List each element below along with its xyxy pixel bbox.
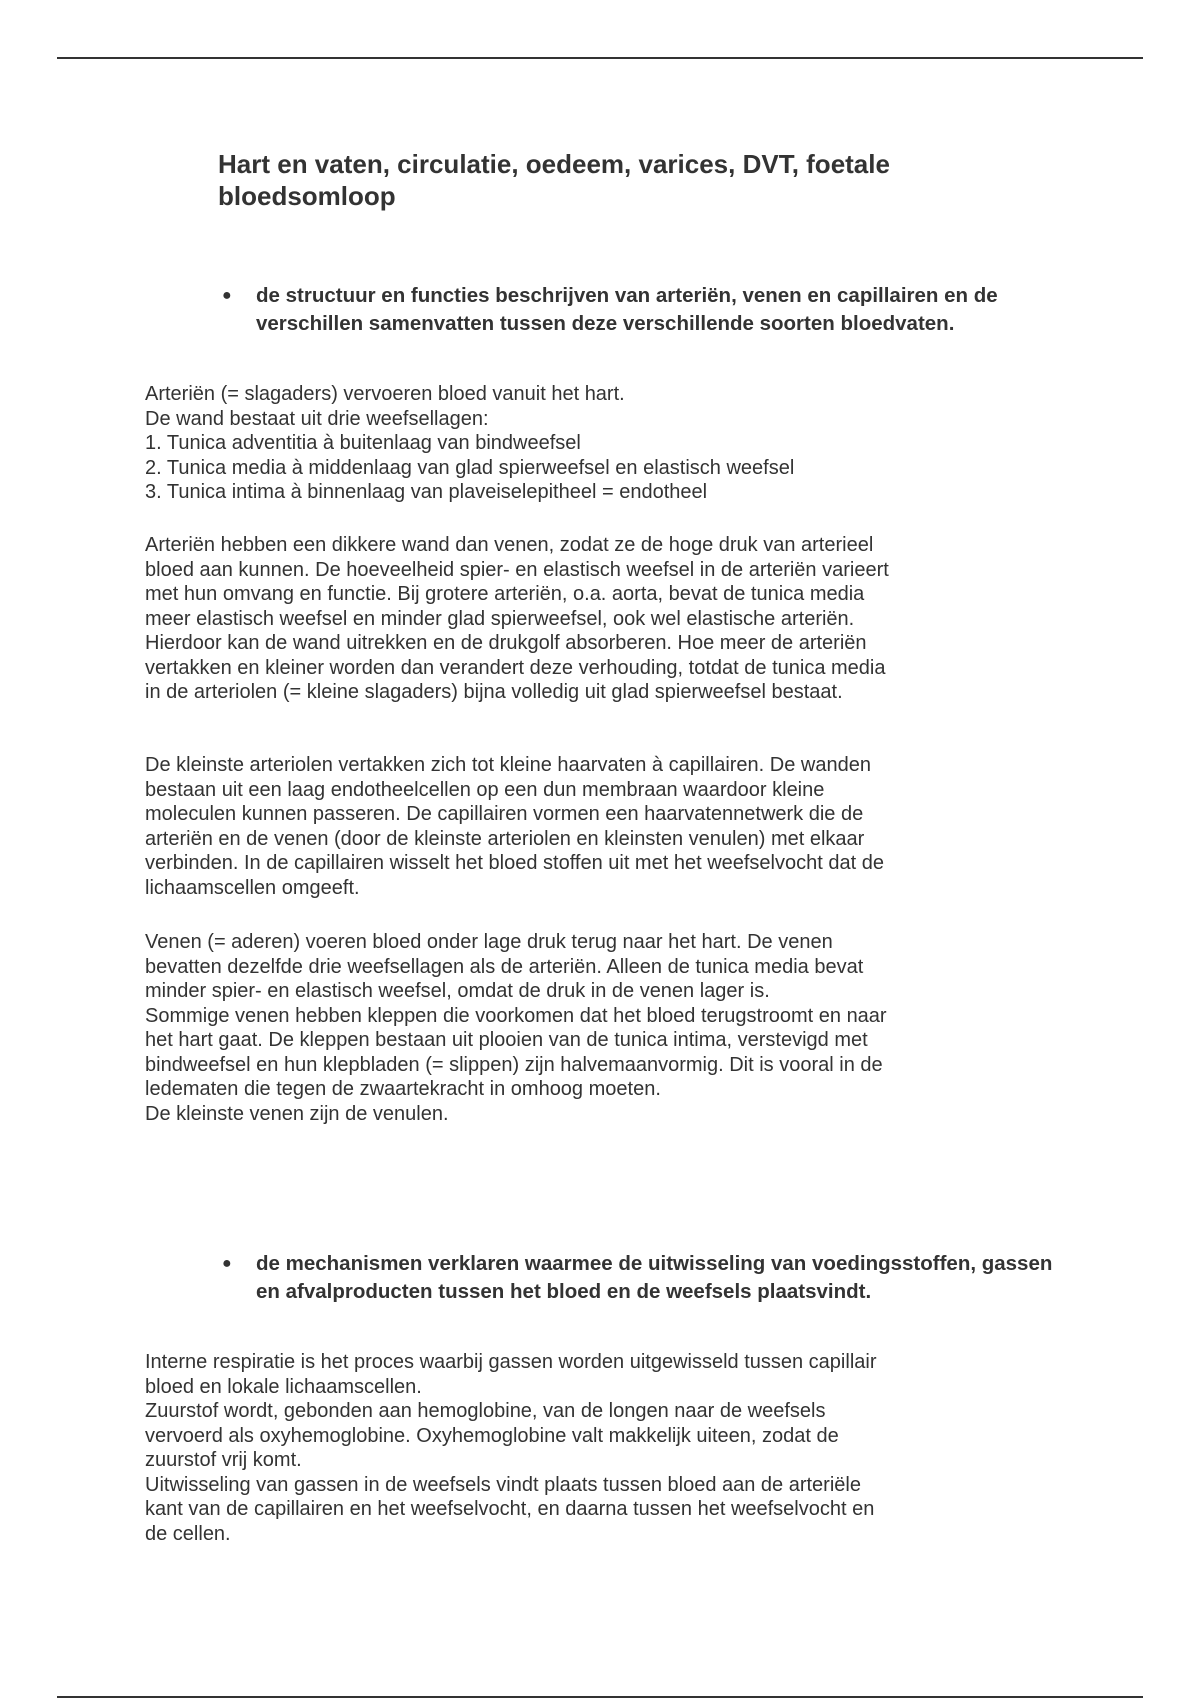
text-line: 3. Tunica intima à binnenlaag van plaveiselepitheel = endotheel <box>145 481 708 503</box>
paragraph-interne-respiratie <box>145 1350 1065 1546</box>
text-line: lichaamscellen omgeeft. <box>145 876 360 899</box>
paragraph-venen <box>145 930 1065 1126</box>
objective-item-2 <box>218 1250 1078 1306</box>
text-line: Zuurstof wordt, gebonden aan hemoglobine, van de longen naar de weefsels <box>145 1400 826 1422</box>
text-line: Interne respiratie is het proces waarbij gassen worden uitgewisseld tussen capillair <box>145 1351 877 1373</box>
text-line: vervoerd als oxyhemoglobine. Oxyhemoglobine valt makkelijk uiteen, zodat de <box>145 1424 839 1447</box>
text-line: De wand bestaat uit drie weefsellagen: <box>145 407 489 430</box>
bullet-icon: ● <box>222 287 232 304</box>
text-line: Sommige venen hebben kleppen die voorkomen dat het bloed terugstroomt en naar <box>145 1004 887 1027</box>
text-line: Venen (= aderen) voeren bloed onder lage druk terug naar het hart. De venen <box>145 931 833 953</box>
text-line: 2. Tunica media à middenlaag van glad spierweefsel en elastisch weefsel <box>145 456 795 479</box>
objective-text-1: de structuur en functies beschrijven van arteriën, venen en capillairen en de verschillen samenvatten tussen deze verschillende soorten bloedvaten. <box>256 284 998 335</box>
paragraph-arterien-wand <box>145 533 1065 705</box>
text-line: Uitwisseling van gassen in de weefsels vindt plaats tussen bloed aan de arteriële <box>145 1473 861 1496</box>
text-line: zuurstof vrij komt. <box>145 1449 302 1471</box>
bottom-rule <box>57 1696 1143 1698</box>
top-rule <box>57 57 1143 59</box>
paragraph-arterien-intro <box>145 382 1065 505</box>
text-line: kant van de capillairen en het weefselvocht, en daarna tussen het weefselvocht en <box>145 1498 875 1520</box>
objective-list-2 <box>218 1250 1078 1306</box>
text-line: 1. Tunica adventitia à buitenlaag van bindweefsel <box>145 432 581 454</box>
text-line: minder spier- en elastisch weefsel, omdat de druk in de venen lager is. <box>145 980 770 1002</box>
text-line: arteriën en de venen (door de kleinste arteriolen en kleinsten venulen) met elkaar <box>145 827 865 850</box>
text-line: het hart gaat. De kleppen bestaan uit plooien van de tunica intima, verstevigd met <box>145 1029 868 1051</box>
bullet-icon: ● <box>222 1255 232 1272</box>
text-line: meer elastisch weefsel en minder glad spierweefsel, ook wel elastische arteriën. <box>145 607 855 630</box>
text-line: met hun omvang en functie. Bij grotere arteriën, o.a. aorta, bevat de tunica media <box>145 583 865 605</box>
text-line: ledematen die tegen de zwaartekracht in omhoog moeten. <box>145 1078 661 1100</box>
text-line: vertakken en kleiner worden dan verandert deze verhouding, totdat de tunica media <box>145 656 886 679</box>
objective-item-1 <box>218 282 1078 338</box>
text-line: verbinden. In de capillairen wisselt het bloed stoffen uit met het weefselvocht dat de <box>145 852 884 874</box>
page-title: Hart en vaten, circulatie, oedeem, varices, DVT, foetale bloedsomloop <box>218 149 890 211</box>
text-line: Arteriën hebben een dikkere wand dan venen, zodat ze de hoge druk van arterieel <box>145 534 874 556</box>
text-line: moleculen kunnen passeren. De capillairen vormen een haarvatennetwerk die de <box>145 803 864 825</box>
text-line: bindweefsel en hun klepbladen (= slippen) zijn halvemaanvormig. Dit is vooral in de <box>145 1053 883 1076</box>
objective-list-1 <box>218 282 1078 338</box>
text-line: Arteriën (= slagaders) vervoeren bloed vanuit het hart. <box>145 383 625 405</box>
text-line: bloed en lokale lichaamscellen. <box>145 1375 422 1398</box>
text-line: De kleinste venen zijn de venulen. <box>145 1102 449 1125</box>
paragraph-capillairen <box>145 753 1065 900</box>
text-line: bestaan uit een laag endotheelcellen op een dun membraan waardoor kleine <box>145 778 825 801</box>
objective-text-2: de mechanismen verklaren waarmee de uitwisseling van voedingsstoffen, gassen en afvalproducten tussen het bloed en de weefsels plaatsvindt. <box>256 1252 1053 1303</box>
text-line: Hierdoor kan de wand uitrekken en de drukgolf absorberen. Hoe meer de arteriën <box>145 632 867 654</box>
text-line: in de arteriolen (= kleine slagaders) bijna volledig uit glad spierweefsel bestaat. <box>145 681 843 703</box>
text-line: De kleinste arteriolen vertakken zich tot kleine haarvaten à capillairen. De wanden <box>145 754 871 776</box>
text-line: bevatten dezelfde drie weefsellagen als de arteriën. Alleen de tunica media bevat <box>145 955 864 978</box>
text-line: bloed aan kunnen. De hoeveelheid spier- en elastisch weefsel in de arteriën varieert <box>145 558 889 581</box>
text-line: de cellen. <box>145 1522 231 1545</box>
